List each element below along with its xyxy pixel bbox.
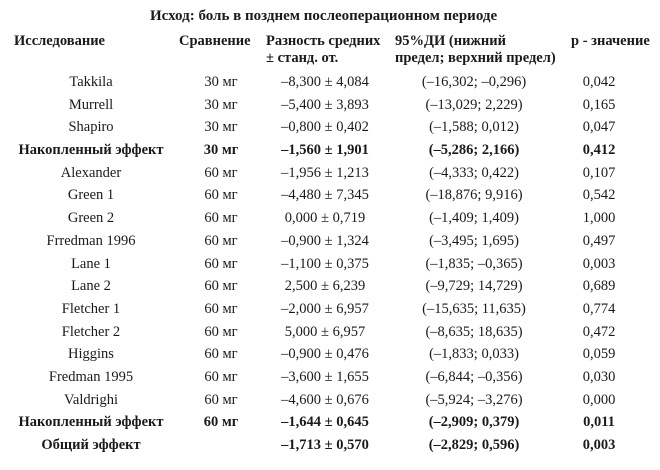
study-cell: Alexander bbox=[60, 164, 122, 181]
p-value-cell: 0,030 bbox=[582, 368, 616, 385]
comparison-cell: 30 мг bbox=[204, 74, 238, 90]
header-comparison: Сравнение bbox=[179, 33, 251, 49]
comparison-cell: 60 мг bbox=[204, 232, 238, 249]
comparison-cell: 60 мг bbox=[204, 323, 238, 340]
mean-difference-cell: –1,560 ± 1,901 bbox=[281, 142, 369, 159]
mean-difference-cell: –1,644 ± 0,645 bbox=[281, 414, 369, 431]
table-row bbox=[0, 117, 660, 140]
table-row bbox=[0, 72, 660, 95]
p-value-cell: 0,047 bbox=[582, 119, 616, 136]
study-cell: Fletcher 1 bbox=[61, 300, 121, 317]
mean-difference-cell: –1,713 ± 0,570 bbox=[281, 437, 369, 453]
p-value-cell: 0,497 bbox=[582, 232, 616, 249]
confidence-interval-cell: (–8,635; 18,635) bbox=[425, 323, 523, 340]
mean-difference-cell: –5,400 ± 3,893 bbox=[281, 96, 369, 113]
p-value-cell: 0,472 bbox=[582, 323, 616, 340]
comparison-cell: 60 мг bbox=[204, 300, 238, 317]
mean-difference-cell: –1,956 ± 1,213 bbox=[281, 164, 369, 181]
study-cell: Higgins bbox=[68, 346, 114, 363]
comparison-cell: 60 мг bbox=[204, 187, 238, 204]
p-value-cell: 1,000 bbox=[582, 210, 616, 227]
mean-difference-cell: 0,000 ± 0,719 bbox=[284, 210, 366, 227]
study-cell: Lane 2 bbox=[71, 278, 111, 295]
header-mean-difference-line1: Разность средних bbox=[266, 33, 381, 49]
study-cell: Fredman 1995 bbox=[48, 368, 134, 385]
confidence-interval-cell: (–5,286; 2,166) bbox=[428, 142, 520, 159]
table-row bbox=[0, 95, 660, 118]
table-row bbox=[0, 163, 660, 186]
confidence-interval-cell: (–1,409; 1,409) bbox=[429, 210, 519, 227]
comparison-cell: 60 мг bbox=[204, 255, 238, 272]
confidence-interval-cell: (–15,635; 11,635) bbox=[422, 300, 526, 317]
p-value-cell: 0,107 bbox=[582, 164, 616, 181]
comparison-cell: 30 мг bbox=[203, 142, 239, 159]
p-value-cell: 0,774 bbox=[582, 300, 616, 317]
study-cell: Takkila bbox=[69, 74, 113, 90]
confidence-interval-cell: (–1,835; –0,365) bbox=[425, 255, 523, 272]
mean-difference-cell: –3,600 ± 1,655 bbox=[281, 368, 369, 385]
p-value-cell: 0,000 bbox=[582, 391, 616, 408]
p-value-cell: 0,689 bbox=[582, 278, 616, 295]
mean-difference-cell: –0,900 ± 1,324 bbox=[281, 232, 369, 249]
confidence-interval-cell: (–4,333; 0,422) bbox=[429, 164, 519, 181]
p-value-cell: 0,003 bbox=[582, 255, 616, 272]
mean-difference-cell: –4,600 ± 0,676 bbox=[281, 391, 369, 408]
comparison-cell: 60 мг bbox=[204, 164, 238, 181]
table-row bbox=[0, 390, 660, 413]
study-cell: Murrell bbox=[68, 96, 114, 113]
table-row bbox=[0, 254, 660, 277]
study-cell: Lane 1 bbox=[71, 255, 111, 272]
confidence-interval-cell: (–16,302; –0,296) bbox=[421, 74, 527, 90]
table-row bbox=[0, 412, 660, 435]
p-value-cell: 0,011 bbox=[583, 414, 615, 431]
header-mean-difference-line2: ± станд. от. bbox=[266, 50, 339, 66]
table-row bbox=[0, 208, 660, 231]
confidence-interval-cell: (–9,729; 14,729) bbox=[425, 278, 523, 295]
table-row bbox=[0, 299, 660, 322]
mean-difference-cell: –2,000 ± 6,957 bbox=[281, 300, 369, 317]
mean-difference-cell: –8,300 ± 4,084 bbox=[281, 74, 369, 90]
confidence-interval-cell: (–3,495; 1,695) bbox=[429, 232, 519, 249]
table-row bbox=[0, 140, 660, 163]
study-cell: Frredman 1996 bbox=[46, 232, 136, 249]
p-value-cell: 0,042 bbox=[582, 74, 616, 90]
confidence-interval-cell: (–18,876; 9,916) bbox=[425, 187, 523, 204]
confidence-interval-cell: (–5,924; –3,276) bbox=[425, 391, 523, 408]
table-row bbox=[0, 185, 660, 208]
study-cell: Fletcher 2 bbox=[61, 323, 121, 340]
study-cell: Valdrighi bbox=[64, 391, 118, 408]
table-caption: Исход: боль в позднем послеоперационном периоде bbox=[150, 8, 498, 24]
mean-difference-cell: 2,500 ± 6,239 bbox=[284, 278, 366, 295]
p-value-cell: 0,003 bbox=[582, 437, 616, 453]
mean-difference-cell: 5,000 ± 6,957 bbox=[284, 323, 366, 340]
comparison-cell: 60 мг bbox=[204, 346, 238, 363]
mean-difference-cell: –0,800 ± 0,402 bbox=[281, 119, 369, 136]
confidence-interval-cell: (–1,588; 0,012) bbox=[429, 119, 519, 136]
header-mean-difference bbox=[266, 33, 380, 67]
comparison-cell: 30 мг bbox=[204, 119, 238, 136]
study-cell: Green 2 bbox=[67, 210, 115, 227]
study-cell: Общий эффект bbox=[41, 437, 141, 453]
table-row bbox=[0, 322, 660, 345]
comparison-cell: 60 мг bbox=[204, 278, 238, 295]
header-confidence-interval bbox=[395, 33, 556, 67]
confidence-interval-cell: (–2,829; 0,596) bbox=[428, 437, 520, 453]
table-row bbox=[0, 367, 660, 390]
mean-difference-cell: –0,900 ± 0,476 bbox=[281, 346, 369, 363]
header-ci-line2: предел; верхний предел) bbox=[395, 50, 556, 66]
confidence-interval-cell: (–6,844; –0,356) bbox=[425, 368, 523, 385]
table-row bbox=[0, 344, 660, 367]
confidence-interval-cell: (–13,029; 2,229) bbox=[425, 96, 523, 113]
p-value-cell: 0,059 bbox=[582, 346, 616, 363]
study-cell: Green 1 bbox=[67, 187, 115, 204]
study-cell: Накопленный эффект bbox=[18, 414, 164, 431]
header-study: Исследование bbox=[14, 33, 105, 49]
comparison-cell: 60 мг bbox=[204, 391, 238, 408]
comparison-cell: 30 мг bbox=[204, 96, 238, 113]
confidence-interval-cell: (–1,833; 0,033) bbox=[429, 346, 519, 363]
comparison-cell: 60 мг bbox=[204, 368, 238, 385]
header-ci-line1: 95%ДИ (нижний bbox=[395, 33, 506, 49]
study-cell: Накопленный эффект bbox=[18, 142, 164, 159]
confidence-interval-cell: (–2,909; 0,379) bbox=[428, 414, 520, 431]
study-cell: Shapiro bbox=[68, 119, 114, 136]
comparison-cell: 60 мг bbox=[204, 210, 238, 227]
mean-difference-cell: –1,100 ± 0,375 bbox=[281, 255, 369, 272]
comparison-cell: 60 мг bbox=[203, 414, 239, 431]
p-value-cell: 0,542 bbox=[582, 187, 616, 204]
table-body bbox=[0, 72, 660, 458]
table-row bbox=[0, 435, 660, 458]
mean-difference-cell: –4,480 ± 7,345 bbox=[281, 187, 369, 204]
header-p-value: p - значение bbox=[571, 33, 650, 49]
table-row bbox=[0, 231, 660, 254]
p-value-cell: 0,165 bbox=[582, 96, 616, 113]
table-row bbox=[0, 276, 660, 299]
p-value-cell: 0,412 bbox=[582, 142, 616, 159]
